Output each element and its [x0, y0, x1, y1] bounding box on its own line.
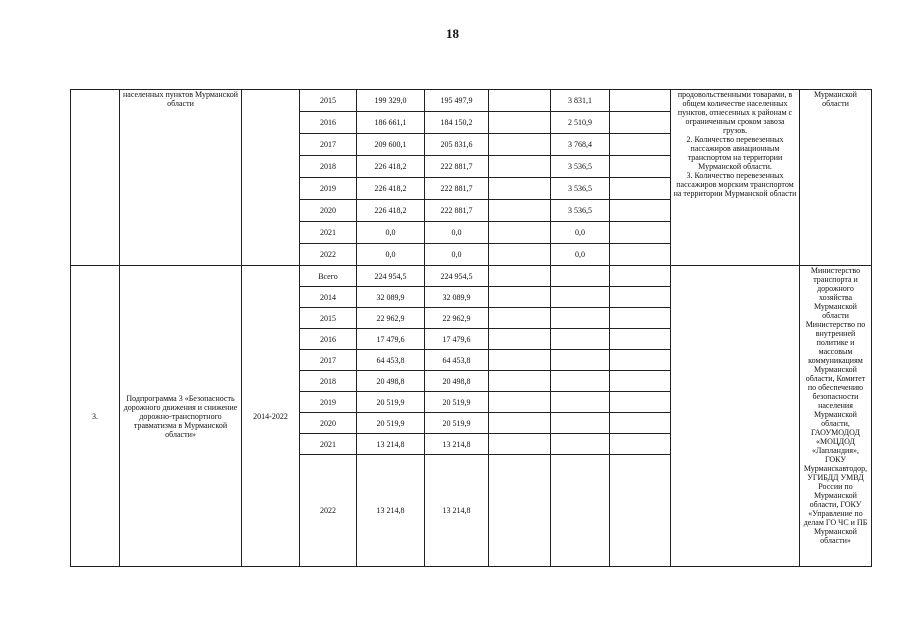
year-cell: 2019	[300, 178, 357, 200]
local-budget-cell: 0,0	[551, 244, 610, 266]
local-budget-cell: 3 831,1	[551, 90, 610, 112]
other-sources-cell	[610, 90, 671, 112]
regional-budget-cell: 22 962,9	[425, 308, 489, 329]
other-sources-cell	[610, 266, 671, 287]
other-sources-cell	[610, 112, 671, 134]
other-sources-cell	[610, 392, 671, 413]
other-sources-cell	[610, 371, 671, 392]
regional-budget-cell: 64 453,8	[425, 350, 489, 371]
regional-budget-cell: 20 498,8	[425, 371, 489, 392]
federal-budget-cell	[489, 413, 551, 434]
regional-budget-cell: 17 479,6	[425, 329, 489, 350]
other-sources-cell	[610, 329, 671, 350]
federal-budget-cell	[489, 134, 551, 156]
year-cell: Всего	[300, 266, 357, 287]
total-cell: 17 479,6	[357, 329, 425, 350]
other-sources-cell	[610, 413, 671, 434]
total-cell: 226 418,2	[357, 200, 425, 222]
other-sources-cell	[610, 178, 671, 200]
row-number-cell: 3.	[71, 266, 120, 567]
year-cell: 2022	[300, 455, 357, 567]
local-budget-cell: 3 536,5	[551, 178, 610, 200]
total-cell: 226 418,2	[357, 178, 425, 200]
total-cell: 13 214,8	[357, 455, 425, 567]
indicators-cell	[671, 266, 800, 567]
section-a-body	[71, 90, 872, 266]
total-cell: 64 453,8	[357, 350, 425, 371]
year-cell: 2015	[300, 308, 357, 329]
total-cell: 199 329,0	[357, 90, 425, 112]
subprogram-name-cell: населенных пунктов Мурманской области	[120, 90, 242, 266]
local-budget-cell	[551, 350, 610, 371]
page-number: 18	[446, 26, 459, 41]
total-cell: 13 214,8	[357, 434, 425, 455]
executor-cell: Министерство транспорта и дорожного хозяйства Мурманской области Министерство по внутренней политике и массовым коммуникациям Мурманской области, Комитет по обеспечению безопасности населения Мурманской области, ГАОУМОДОД «МОЦДОД «Лапландия», ГОКУ Мурманскавтодор, УГИБДД УМВД России по Мурманской области, ГОКУ «Управление по делам ГО ЧС и ПБ Мурманской области»	[800, 266, 872, 567]
year-cell: 2016	[300, 112, 357, 134]
regional-budget-cell: 222 881,7	[425, 156, 489, 178]
local-budget-cell: 0,0	[551, 222, 610, 244]
row-number-cell	[71, 90, 120, 266]
section-b-body	[71, 266, 872, 567]
total-cell: 186 661,1	[357, 112, 425, 134]
federal-budget-cell	[489, 90, 551, 112]
local-budget-cell	[551, 455, 610, 567]
federal-budget-cell	[489, 308, 551, 329]
total-cell: 20 498,8	[357, 371, 425, 392]
federal-budget-cell	[489, 371, 551, 392]
total-cell: 0,0	[357, 244, 425, 266]
regional-budget-cell: 195 497,9	[425, 90, 489, 112]
table-row	[71, 266, 872, 287]
other-sources-cell	[610, 222, 671, 244]
local-budget-cell: 3 768,4	[551, 134, 610, 156]
regional-budget-cell: 13 214,8	[425, 434, 489, 455]
federal-budget-cell	[489, 222, 551, 244]
local-budget-cell	[551, 413, 610, 434]
local-budget-cell	[551, 434, 610, 455]
regional-budget-cell: 222 881,7	[425, 178, 489, 200]
total-cell: 22 962,9	[357, 308, 425, 329]
regional-budget-cell: 0,0	[425, 244, 489, 266]
federal-budget-cell	[489, 178, 551, 200]
local-budget-cell	[551, 287, 610, 308]
other-sources-cell	[610, 434, 671, 455]
total-cell: 20 519,9	[357, 392, 425, 413]
regional-budget-cell: 20 519,9	[425, 413, 489, 434]
regional-budget-cell: 32 089,9	[425, 287, 489, 308]
federal-budget-cell	[489, 200, 551, 222]
local-budget-cell: 2 510,9	[551, 112, 610, 134]
subprogram-name-cell: Подпрограмма 3 «Безопасность дорожного движения и снижение дорожно-транспортного травматизма в Мурманской области»	[120, 266, 242, 567]
total-cell: 20 519,9	[357, 413, 425, 434]
indicators-cell: продовольственными товарами, в общем количестве населенных пунктов, отнесенных к районам с ограниченным сроком завоза грузов. 2. Количество перевезенных пассажиров авиационным транспортом на территории Мурманской области. 3. Количество перевезенных пассажиров морским транспортом на территории Мурманской области	[671, 90, 800, 266]
table-row	[71, 90, 872, 112]
federal-budget-cell	[489, 350, 551, 371]
local-budget-cell: 3 536,5	[551, 156, 610, 178]
period-cell	[242, 90, 300, 266]
other-sources-cell	[610, 308, 671, 329]
federal-budget-cell	[489, 112, 551, 134]
local-budget-cell	[551, 392, 610, 413]
total-cell: 209 600,1	[357, 134, 425, 156]
other-sources-cell	[610, 134, 671, 156]
year-cell: 2021	[300, 434, 357, 455]
other-sources-cell	[610, 156, 671, 178]
federal-budget-cell	[489, 434, 551, 455]
federal-budget-cell	[489, 455, 551, 567]
other-sources-cell	[610, 455, 671, 567]
total-cell: 32 089,9	[357, 287, 425, 308]
year-cell: 2016	[300, 329, 357, 350]
federal-budget-cell	[489, 244, 551, 266]
year-cell: 2017	[300, 134, 357, 156]
other-sources-cell	[610, 244, 671, 266]
regional-budget-cell: 13 214,8	[425, 455, 489, 567]
federal-budget-cell	[489, 392, 551, 413]
period-cell: 2014-2022	[242, 266, 300, 567]
year-cell: 2018	[300, 156, 357, 178]
year-cell: 2014	[300, 287, 357, 308]
year-cell: 2017	[300, 350, 357, 371]
federal-budget-cell	[489, 156, 551, 178]
regional-budget-cell: 184 150,2	[425, 112, 489, 134]
executor-cell: Мурманской области	[800, 90, 872, 266]
regional-budget-cell: 205 831,6	[425, 134, 489, 156]
year-cell: 2022	[300, 244, 357, 266]
regional-budget-cell: 224 954,5	[425, 266, 489, 287]
local-budget-cell	[551, 308, 610, 329]
regional-budget-cell: 222 881,7	[425, 200, 489, 222]
local-budget-cell	[551, 266, 610, 287]
federal-budget-cell	[489, 329, 551, 350]
year-cell: 2021	[300, 222, 357, 244]
federal-budget-cell	[489, 287, 551, 308]
program-table	[70, 89, 872, 567]
other-sources-cell	[610, 200, 671, 222]
year-cell: 2020	[300, 413, 357, 434]
year-cell: 2019	[300, 392, 357, 413]
year-cell: 2018	[300, 371, 357, 392]
total-cell: 0,0	[357, 222, 425, 244]
regional-budget-cell: 20 519,9	[425, 392, 489, 413]
federal-budget-cell	[489, 266, 551, 287]
local-budget-cell	[551, 371, 610, 392]
regional-budget-cell: 0,0	[425, 222, 489, 244]
other-sources-cell	[610, 350, 671, 371]
local-budget-cell: 3 536,5	[551, 200, 610, 222]
total-cell: 224 954,5	[357, 266, 425, 287]
other-sources-cell	[610, 287, 671, 308]
year-cell: 2020	[300, 200, 357, 222]
local-budget-cell	[551, 329, 610, 350]
year-cell: 2015	[300, 90, 357, 112]
total-cell: 226 418,2	[357, 156, 425, 178]
